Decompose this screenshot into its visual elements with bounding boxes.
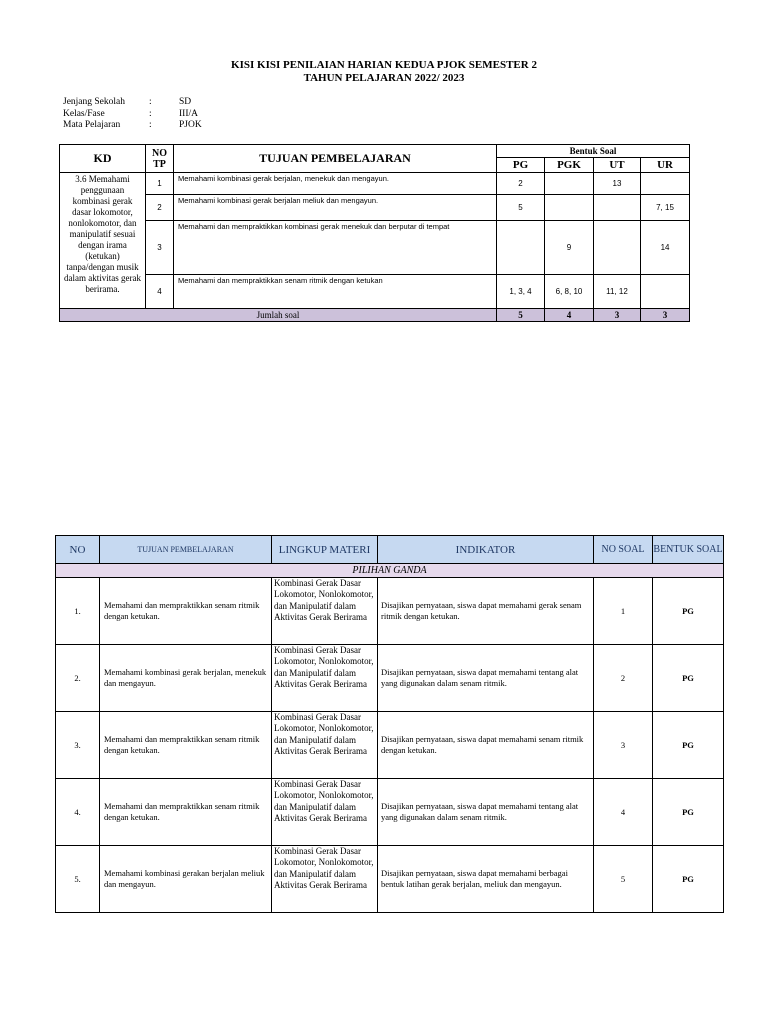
meta-separator: : bbox=[149, 120, 152, 130]
table-row bbox=[56, 846, 724, 913]
indikator-cell: Disajikan pernyataan, siswa dapat memahami senam ritmik dengan ketukan. bbox=[378, 712, 594, 779]
document-title: KISI KISI PENILAIAN HARIAN KEDUA PJOK SEMESTER 2 bbox=[231, 59, 537, 71]
header-pg: PG bbox=[497, 158, 545, 173]
ur-cell: 7, 15 bbox=[641, 195, 690, 221]
pg-cell: 1, 3, 4 bbox=[497, 275, 545, 309]
header-bentuk-soal: Bentuk Soal bbox=[497, 145, 690, 158]
kisi-kisi-summary-table bbox=[59, 144, 690, 322]
indikator-cell: Disajikan pernyataan, siswa dapat memahami gerak senam ritmik dengan ketukan. bbox=[378, 578, 594, 645]
meta-row-mapel bbox=[63, 120, 202, 132]
tujuan-cell: Memahami kombinasi gerak berjalan meliuk dan mengayun. bbox=[174, 195, 497, 221]
header-no: NO bbox=[56, 536, 100, 564]
tujuan-cell: Memahami dan mempraktikkan senam ritmik dengan ketukan. bbox=[100, 779, 272, 846]
header-tujuan-pembelajaran: TUJUAN PEMBELAJARAN bbox=[100, 536, 272, 564]
meta-separator: : bbox=[149, 108, 152, 119]
table-row bbox=[60, 221, 690, 275]
header-no-soal: NO SOAL bbox=[594, 536, 653, 564]
no-soal-cell: 5 bbox=[594, 846, 653, 913]
header-bentuk-soal: BENTUK SOAL bbox=[653, 536, 724, 564]
pgk-cell: 6, 8, 10 bbox=[545, 275, 594, 309]
header-tujuan-pembelajaran: TUJUAN PEMBELAJARAN bbox=[174, 145, 497, 173]
ur-cell bbox=[641, 173, 690, 195]
table-row bbox=[60, 275, 690, 309]
indikator-cell: Disajikan pernyataan, siswa dapat memahami tentang alat yang digunakan dalam senam ritmik. bbox=[378, 645, 594, 712]
no-tp-cell: 4 bbox=[146, 275, 174, 309]
lingkup-cell: Kombinasi Gerak Dasar Lokomotor, Nonlokomotor, dan Manipulatif dalam Aktivitas Gerak Berirama bbox=[272, 578, 378, 645]
no-tp-cell: 1 bbox=[146, 173, 174, 195]
lingkup-cell: Kombinasi Gerak Dasar Lokomotor, Nonlokomotor, dan Manipulatif dalam Aktivitas Gerak Berirama bbox=[272, 645, 378, 712]
row-number: 1. bbox=[56, 578, 100, 645]
total-label: Jumlah soal bbox=[60, 309, 497, 322]
tujuan-cell: Memahami kombinasi gerakan berjalan meliuk dan mengayun. bbox=[100, 846, 272, 913]
document-subtitle: TAHUN PELAJARAN 2022/ 2023 bbox=[303, 72, 465, 84]
meta-value: III/A bbox=[179, 108, 198, 119]
pgk-cell bbox=[545, 173, 594, 195]
indikator-cell: Disajikan pernyataan, siswa dapat memahami tentang alat yang digunakan dalam senam ritmik. bbox=[378, 779, 594, 846]
tujuan-cell: Memahami dan mempraktikkan senam ritmik dengan ketukan. bbox=[100, 578, 272, 645]
row-number: 3. bbox=[56, 712, 100, 779]
header-lingkup-materi: LINGKUP MATERI bbox=[272, 536, 378, 564]
total-pgk: 4 bbox=[545, 309, 594, 322]
ut-cell bbox=[594, 195, 641, 221]
lingkup-cell: Kombinasi Gerak Dasar Lokomotor, Nonlokomotor, dan Manipulatif dalam Aktivitas Gerak Berirama bbox=[272, 712, 378, 779]
row-number: 5. bbox=[56, 846, 100, 913]
no-soal-cell: 4 bbox=[594, 779, 653, 846]
header-no-tp: NO TP bbox=[146, 145, 174, 173]
header-ur: UR bbox=[641, 158, 690, 173]
meta-label: Mata Pelajaran bbox=[63, 120, 121, 130]
ut-cell bbox=[594, 221, 641, 275]
total-pg: 5 bbox=[497, 309, 545, 322]
kd-cell: 3.6 Memahami penggunaan kombinasi gerak dasar lokomotor, nonlokomotor, dan manipulatif sesuai dengan irama (ketukan) tanpa/dengan musik dalam aktivitas gerak berirama. bbox=[60, 173, 146, 309]
meta-separator: : bbox=[149, 97, 152, 107]
lingkup-cell: Kombinasi Gerak Dasar Lokomotor, Nonlokomotor, dan Manipulatif dalam Aktivitas Gerak Berirama bbox=[272, 779, 378, 846]
bentuk-soal-cell: PG bbox=[653, 578, 724, 645]
ur-cell bbox=[641, 275, 690, 309]
tujuan-cell: Memahami kombinasi gerak berjalan, menekuk dan mengayun. bbox=[100, 645, 272, 712]
no-soal-cell: 3 bbox=[594, 712, 653, 779]
ut-cell: 11, 12 bbox=[594, 275, 641, 309]
bentuk-soal-cell: PG bbox=[653, 779, 724, 846]
document-meta bbox=[63, 97, 202, 132]
indikator-cell: Disajikan pernyataan, siswa dapat memahami berbagai bentuk latihan gerak berjalan, meliuk dan mengayun. bbox=[378, 846, 594, 913]
tujuan-cell: Memahami dan mempraktikkan senam ritmik dengan ketukan. bbox=[100, 712, 272, 779]
no-soal-cell: 2 bbox=[594, 645, 653, 712]
section-pilihan-ganda: PILIHAN GANDA bbox=[56, 564, 724, 578]
row-number: 2. bbox=[56, 645, 100, 712]
ut-cell: 13 bbox=[594, 173, 641, 195]
row-number: 4. bbox=[56, 779, 100, 846]
pg-cell: 5 bbox=[497, 195, 545, 221]
no-tp-cell: 2 bbox=[146, 195, 174, 221]
meta-value: PJOK bbox=[179, 120, 202, 130]
total-ur: 3 bbox=[641, 309, 690, 322]
lingkup-cell: Kombinasi Gerak Dasar Lokomotor, Nonlokomotor, dan Manipulatif dalam Aktivitas Gerak Berirama bbox=[272, 846, 378, 913]
header-pgk: PGK bbox=[545, 158, 594, 173]
table-row bbox=[56, 578, 724, 645]
total-ut: 3 bbox=[594, 309, 641, 322]
kisi-kisi-detail-table bbox=[55, 535, 724, 913]
pgk-cell: 9 bbox=[545, 221, 594, 275]
total-row bbox=[60, 309, 690, 322]
ur-cell: 14 bbox=[641, 221, 690, 275]
meta-row-jenjang bbox=[63, 97, 202, 109]
pgk-cell bbox=[545, 195, 594, 221]
table-row bbox=[60, 195, 690, 221]
meta-label: Kelas/Fase bbox=[63, 108, 105, 119]
bentuk-soal-cell: PG bbox=[653, 846, 724, 913]
pg-cell: 2 bbox=[497, 173, 545, 195]
header-indikator: INDIKATOR bbox=[378, 536, 594, 564]
table-row bbox=[56, 645, 724, 712]
table-row bbox=[56, 779, 724, 846]
tujuan-cell: Memahami dan mempraktikkan kombinasi gerak menekuk dan berputar di tempat bbox=[174, 221, 497, 275]
tujuan-cell: Memahami kombinasi gerak berjalan, menekuk dan mengayun. bbox=[174, 173, 497, 195]
meta-row-kelas bbox=[63, 109, 202, 121]
table-row bbox=[56, 712, 724, 779]
header-ut: UT bbox=[594, 158, 641, 173]
meta-label: Jenjang Sekolah bbox=[63, 97, 126, 107]
tujuan-cell: Memahami dan mempraktikkan senam ritmik dengan ketukan bbox=[174, 275, 497, 309]
pg-cell bbox=[497, 221, 545, 275]
no-soal-cell: 1 bbox=[594, 578, 653, 645]
header-kd: KD bbox=[60, 145, 146, 173]
no-tp-cell: 3 bbox=[146, 221, 174, 275]
meta-value: SD bbox=[179, 97, 192, 107]
bentuk-soal-cell: PG bbox=[653, 712, 724, 779]
table-row bbox=[60, 173, 690, 195]
bentuk-soal-cell: PG bbox=[653, 645, 724, 712]
